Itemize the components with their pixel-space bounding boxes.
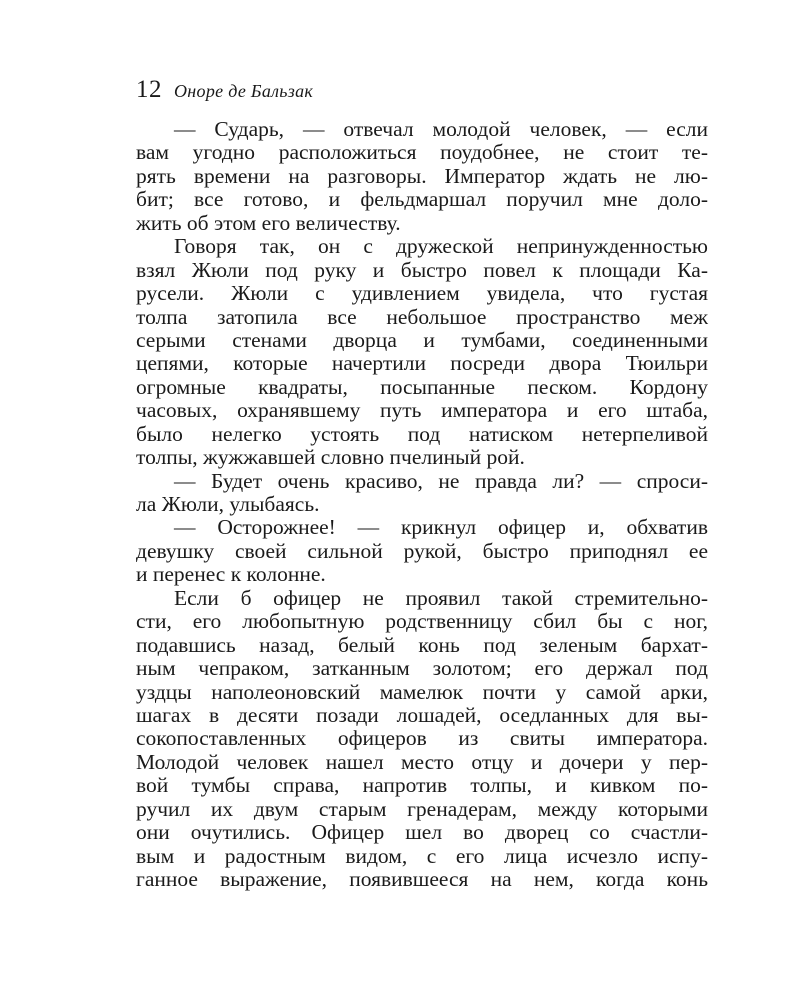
- text-line: жить об этом его величеству.: [136, 210, 401, 235]
- text-line: ганное выражение, появившееся на нем, когда конь: [136, 867, 708, 891]
- text-line: огромные квадраты, посыпанные песком. Кордону: [136, 374, 708, 399]
- page-number: 12: [136, 76, 162, 103]
- text-line: шагах в десяти позади лошадей, оседланных для вы-: [136, 702, 708, 727]
- text-line: — Сударь, — отвечал молодой человек, — если: [174, 117, 708, 141]
- text-line: бит; все готово, и фельдмаршал поручил мне доло-: [136, 187, 708, 212]
- text-line: толпа затопила все небольшое пространство меж: [136, 304, 708, 329]
- text-line: и перенес к колонне.: [136, 562, 326, 587]
- text-line: Молодой человек нашел место отцу и дочери у пер-: [136, 749, 708, 774]
- body-text: [136, 118, 708, 891]
- text-line: русели. Жюли с удивлением увидела, что густая: [136, 281, 708, 306]
- text-line: ным чепраком, затканным золотом; его держал под: [136, 656, 708, 681]
- text-line: вам угодно расположиться поудобнее, не стоит те-: [136, 140, 708, 165]
- text-line: — Будет очень красиво, не правда ли? — спроси-: [174, 468, 708, 493]
- text-line: часовых, охранявшему путь императора и его штаба,: [136, 398, 708, 423]
- text-line: вым и радостным видом, с его лица исчезло испу-: [136, 843, 708, 868]
- text-line: сокопоставленных офицеров из свиты императора.: [136, 726, 708, 751]
- text-line: ла Жюли, улыбаясь.: [136, 492, 320, 516]
- running-title: Оноре де Бальзак: [174, 81, 314, 101]
- text-line: вой тумбы справа, напротив толпы, и кивком по-: [136, 773, 708, 798]
- text-line: ручил их двум старым гренадерам, между которыми: [136, 796, 708, 821]
- text-line: цепями, которые начертили посреди двора Тюильри: [136, 351, 708, 376]
- page-header: [136, 76, 313, 104]
- text-line: подавшись назад, белый конь под зеленым бархат-: [136, 632, 708, 657]
- text-line: толпы, жужжавшей словно пчелиный рой.: [136, 445, 525, 470]
- text-line: серыми стенами дворца и тумбами, соединенными: [136, 327, 708, 352]
- text-line: уздцы наполеоновский мамелюк почти у самой арки,: [136, 679, 708, 704]
- text-line: — Осторожнее! — крикнул офицер и, обхватив: [174, 515, 708, 540]
- text-line: было нелегко устоять под натиском нетерпеливой: [136, 421, 708, 446]
- text-line: они очутились. Офицер шел во дворец со счастли-: [136, 820, 708, 845]
- text-line: Если б офицер не проявил такой стремительно-: [174, 585, 708, 610]
- text-line: сти, его любопытную родственницу сбил бы с ног,: [136, 609, 708, 634]
- text-line: взял Жюли под руку и быстро повел к площади Ка-: [136, 257, 708, 282]
- text-line: рять времени на разговоры. Император ждать не лю-: [136, 163, 708, 188]
- text-line: девушку своей сильной рукой, быстро приподнял ее: [136, 538, 708, 563]
- text-line: Говоря так, он с дружеской непринужденностью: [174, 234, 708, 259]
